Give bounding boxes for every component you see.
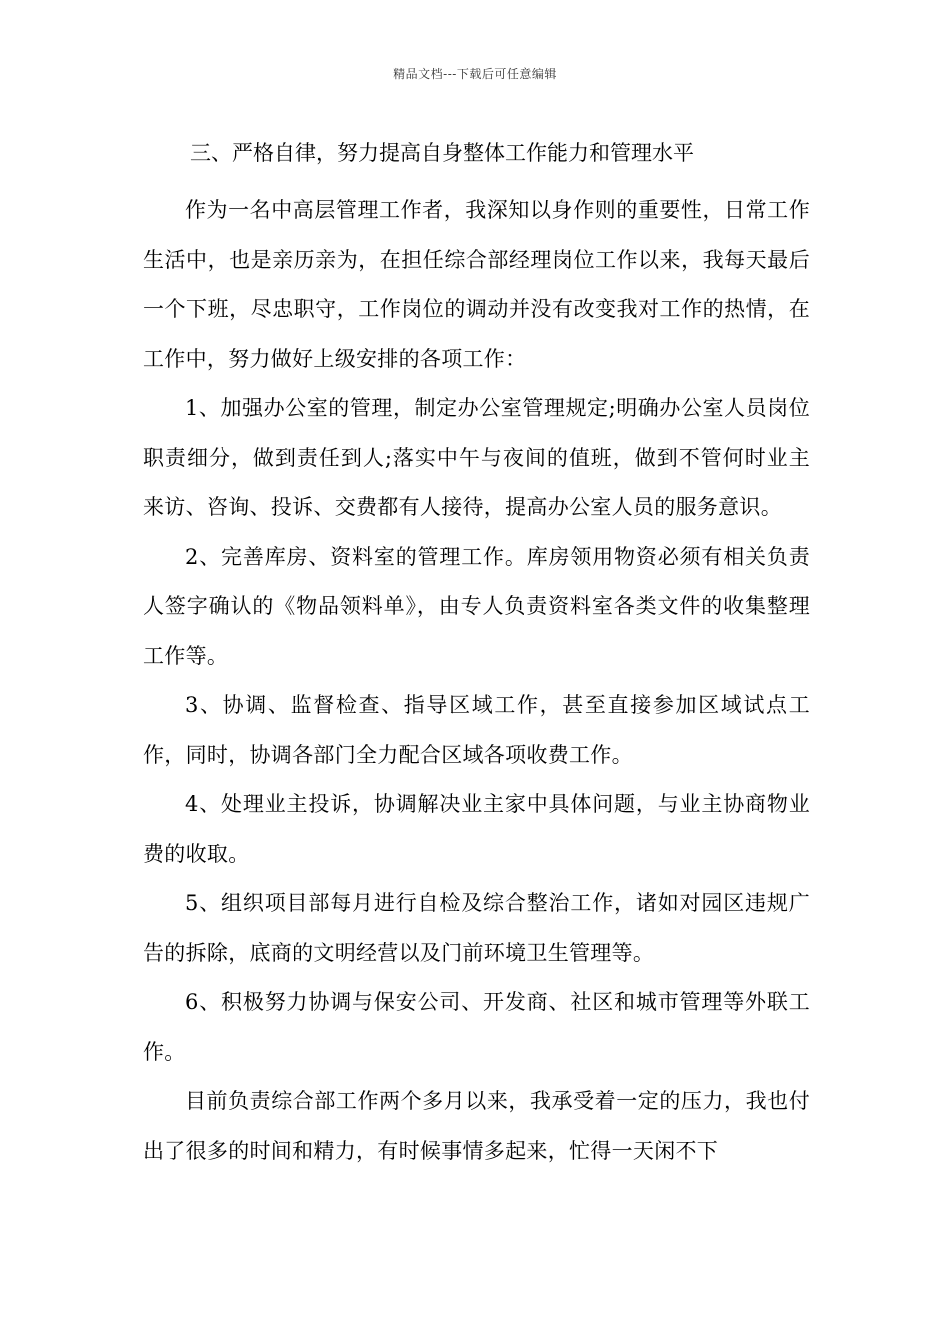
paragraph-item-2: 2、完善库房、资料室的管理工作。库房领用物资必须有相关负责人签字确认的《物品领料单》，由专人负责资料室各类文件的收集整理工作等。 xyxy=(143,544,810,668)
paragraph-closing: 目前负责综合部工作两个多月以来，我承受着一定的压力，我也付出了很多的时间和精力，有时候事情多起来，忙得一天闲不下 xyxy=(143,1089,810,1163)
paragraph-item-3: 3、协调、监督检查、指导区域工作，甚至直接参加区域试点工作，同时，协调各部门全力配合区域各项收费工作。 xyxy=(143,693,810,767)
page-header: 精品文档---下载后可任意编辑 xyxy=(393,67,557,81)
paragraph-item-6: 6、积极努力协调与保安公司、开发商、社区和城市管理等外联工作。 xyxy=(143,990,810,1064)
paragraph-item-1: 1、加强办公室的管理，制定办公室管理规定;明确办公室人员岗位职责细分，做到责任到人;落实中午与夜间的值班，做到不管何时业主来访、咨询、投诉、交费都有人接待，提高办公室人员的服务意识。 xyxy=(143,396,810,519)
paragraph-item-5: 5、组织项目部每月进行自检及综合整治工作，诸如对园区违规广告的拆除，底商的文明经营以及门前环境卫生管理等。 xyxy=(143,891,810,965)
section-heading: 三、严格自律，努力提高自身整体工作能力和管理水平 xyxy=(190,141,694,165)
document-body xyxy=(143,186,810,1176)
paragraph-item-4: 4、处理业主投诉，协调解决业主家中具体问题，与业主协商物业费的收取。 xyxy=(143,792,810,866)
paragraph-intro: 作为一名中高层管理工作者，我深知以身作则的重要性，日常工作生活中，也是亲历亲为，在担任综合部经理岗位工作以来，我每天最后一个下班，尽忠职守，工作岗位的调动并没有改变我对工作的热情，在工作中，努力做好上级安排的各项工作： xyxy=(143,198,810,371)
